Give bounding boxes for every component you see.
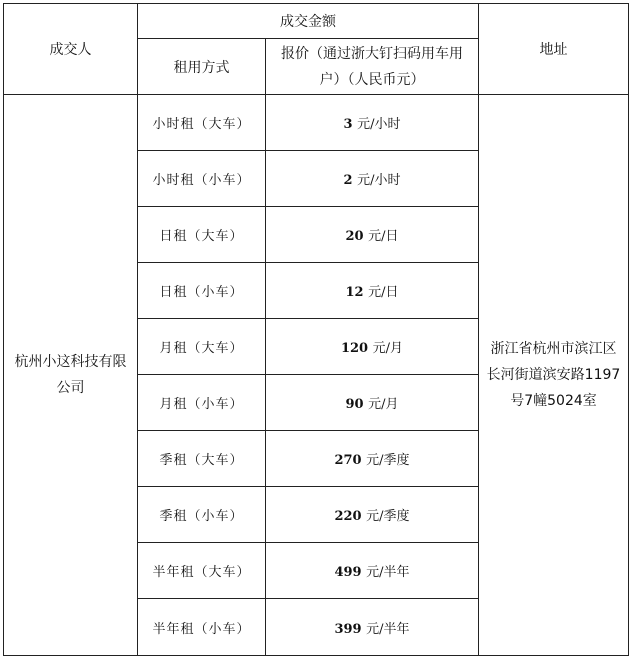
header-address: 地址 (479, 4, 629, 95)
price-amount: 120 (340, 341, 369, 356)
price-unit: 元/月 (372, 341, 404, 356)
rent-price (266, 151, 479, 207)
header-price: 报价（通过浙大钉扫码用车用户）（人民币元） (266, 39, 479, 95)
header-mode: 租用方式 (138, 39, 266, 95)
header-party: 成交人 (4, 4, 138, 95)
table-row (4, 95, 629, 151)
header-amount: 成交金额 (138, 4, 479, 39)
rent-price (266, 375, 479, 431)
rent-price (266, 431, 479, 487)
rent-mode: 季租（大车） (138, 431, 266, 487)
rent-mode: 小时租（大车） (138, 95, 266, 151)
rent-price (266, 95, 479, 151)
price-amount: 2 (343, 173, 353, 188)
rent-price (266, 599, 479, 656)
price-unit: 元/小时 (357, 173, 401, 188)
price-amount: 220 (334, 509, 362, 524)
price-unit: 元/季度 (366, 453, 410, 468)
price-amount: 20 (345, 229, 364, 244)
rent-mode: 日租（大车） (138, 207, 266, 263)
price-unit: 元/半年 (366, 621, 410, 637)
rent-price (266, 263, 479, 319)
price-unit: 元/半年 (366, 565, 410, 580)
rent-mode: 半年租（小车） (138, 599, 266, 656)
rent-mode: 季租（小车） (138, 487, 266, 543)
party-name: 杭州小这科技有限公司 (4, 95, 138, 656)
rent-price (266, 207, 479, 263)
price-amount: 399 (334, 621, 362, 637)
deal-table (3, 3, 629, 656)
price-unit: 元/季度 (366, 509, 410, 524)
price-amount: 90 (345, 397, 364, 412)
price-amount: 270 (334, 453, 362, 468)
price-unit: 元/小时 (357, 117, 401, 132)
price-unit: 元/日 (368, 285, 399, 300)
price-unit: 元/月 (368, 397, 399, 412)
rent-mode: 月租（大车） (138, 319, 266, 375)
price-amount: 12 (345, 285, 364, 300)
rent-price (266, 543, 479, 599)
rent-price (266, 487, 479, 543)
rent-mode: 日租（小车） (138, 263, 266, 319)
rent-mode: 半年租（大车） (138, 543, 266, 599)
price-amount: 499 (334, 565, 362, 580)
address: 浙江省杭州市滨江区长河街道滨安路1197号7幢5024室 (479, 95, 629, 656)
price-amount: 3 (343, 117, 353, 132)
price-unit: 元/日 (368, 229, 399, 244)
rent-mode: 小时租（小车） (138, 151, 266, 207)
rent-mode: 月租（小车） (138, 375, 266, 431)
rent-price (266, 319, 479, 375)
